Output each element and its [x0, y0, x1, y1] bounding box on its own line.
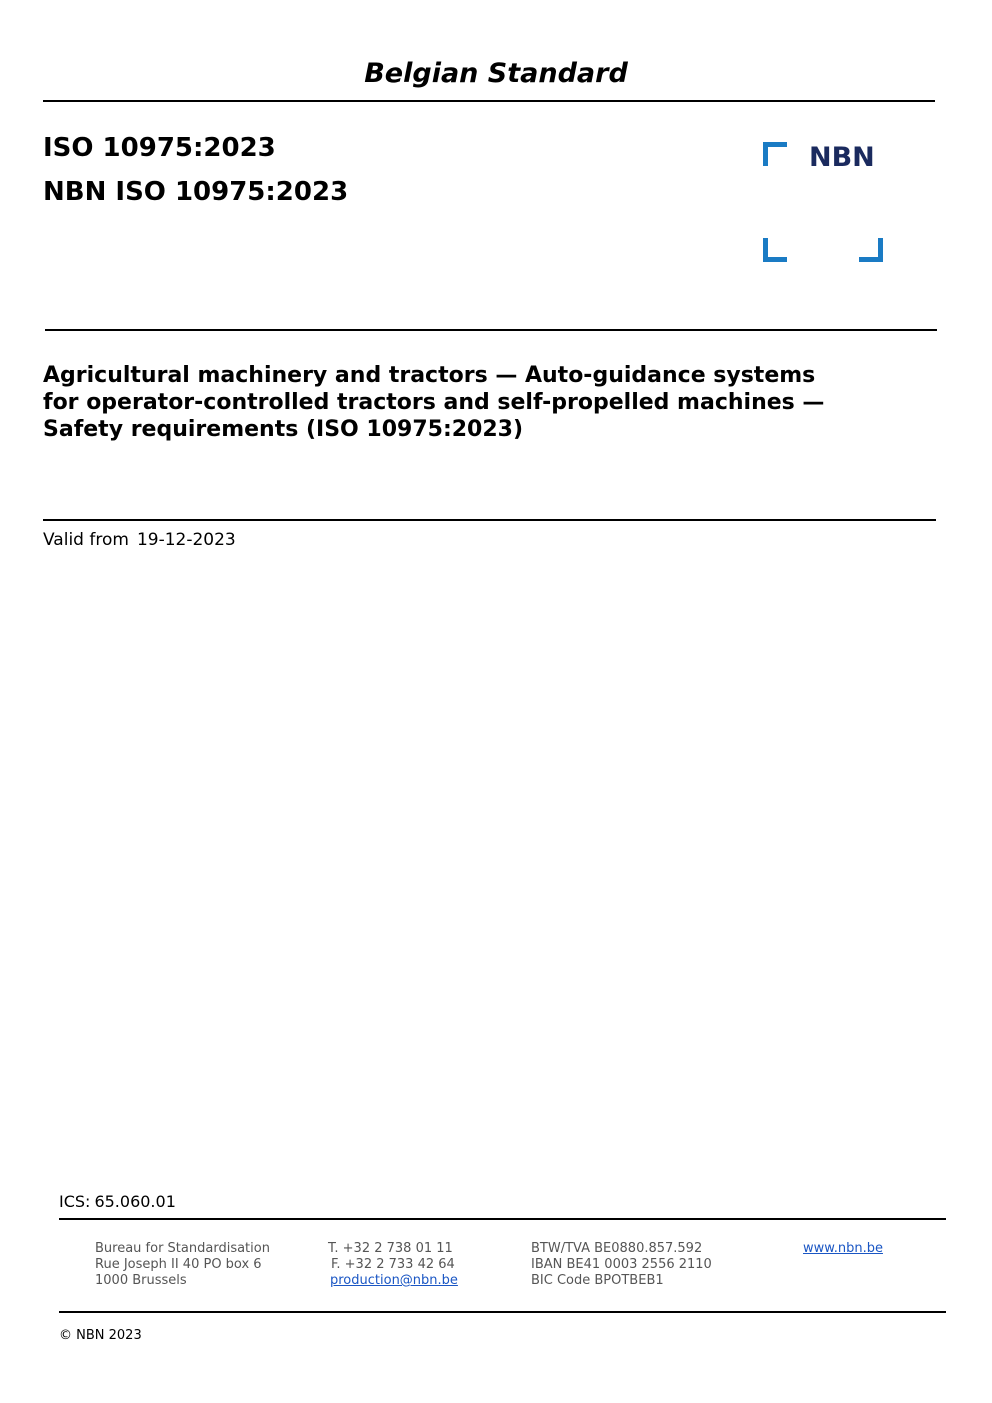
ics-code — [59, 1192, 176, 1212]
iban-number: IBAN BE41 0003 2556 2110 — [531, 1257, 712, 1272]
nbn-standard-number: NBN ISO 10975:2023 — [43, 177, 349, 207]
nbn-logo — [760, 140, 886, 266]
document-title-line: Safety requirements (ISO 10975:2023) — [43, 417, 524, 442]
address-line: Rue Joseph II 40 PO box 6 — [95, 1257, 262, 1272]
nbn-logo-text: NBN — [809, 142, 875, 173]
website-link[interactable]: www.nbn.be — [803, 1241, 883, 1256]
footer-bank-details — [531, 1241, 712, 1289]
validity — [43, 529, 236, 551]
header-divider — [43, 100, 935, 102]
bic-code: BIC Code BPOTBEB1 — [531, 1273, 664, 1288]
vat-number: BTW/TVA BE0880.857.592 — [531, 1241, 703, 1256]
address-line: Bureau for Standardisation — [95, 1241, 270, 1256]
iso-standard-number: ISO 10975:2023 — [43, 133, 276, 163]
footer-website — [803, 1241, 883, 1257]
ics-label: ICS: — [59, 1192, 91, 1211]
ics-value: 65.060.01 — [94, 1192, 176, 1211]
footer-bottom-divider — [59, 1311, 946, 1313]
phone-number: T. +32 2 738 01 11 — [328, 1241, 453, 1256]
validity-label: Valid from — [43, 530, 129, 550]
copyright-notice: © NBN 2023 — [59, 1328, 142, 1343]
email-link[interactable]: production@nbn.be — [330, 1273, 458, 1288]
title-bottom-divider — [43, 519, 936, 521]
document-title — [43, 362, 923, 443]
fax-number: F. +32 2 733 42 64 — [331, 1257, 455, 1272]
footer-top-divider — [59, 1218, 946, 1220]
title-top-divider — [45, 329, 937, 331]
document-title-line: for operator-controlled tractors and self-propelled machines — — [43, 390, 825, 415]
page-header-title: Belgian Standard — [364, 58, 628, 89]
document-title-line: Agricultural machinery and tractors — Auto-guidance systems — [43, 363, 816, 388]
footer-address — [95, 1241, 270, 1289]
footer-contact — [328, 1241, 458, 1289]
validity-date: 19-12-2023 — [136, 530, 236, 550]
address-line: 1000 Brussels — [95, 1273, 187, 1288]
